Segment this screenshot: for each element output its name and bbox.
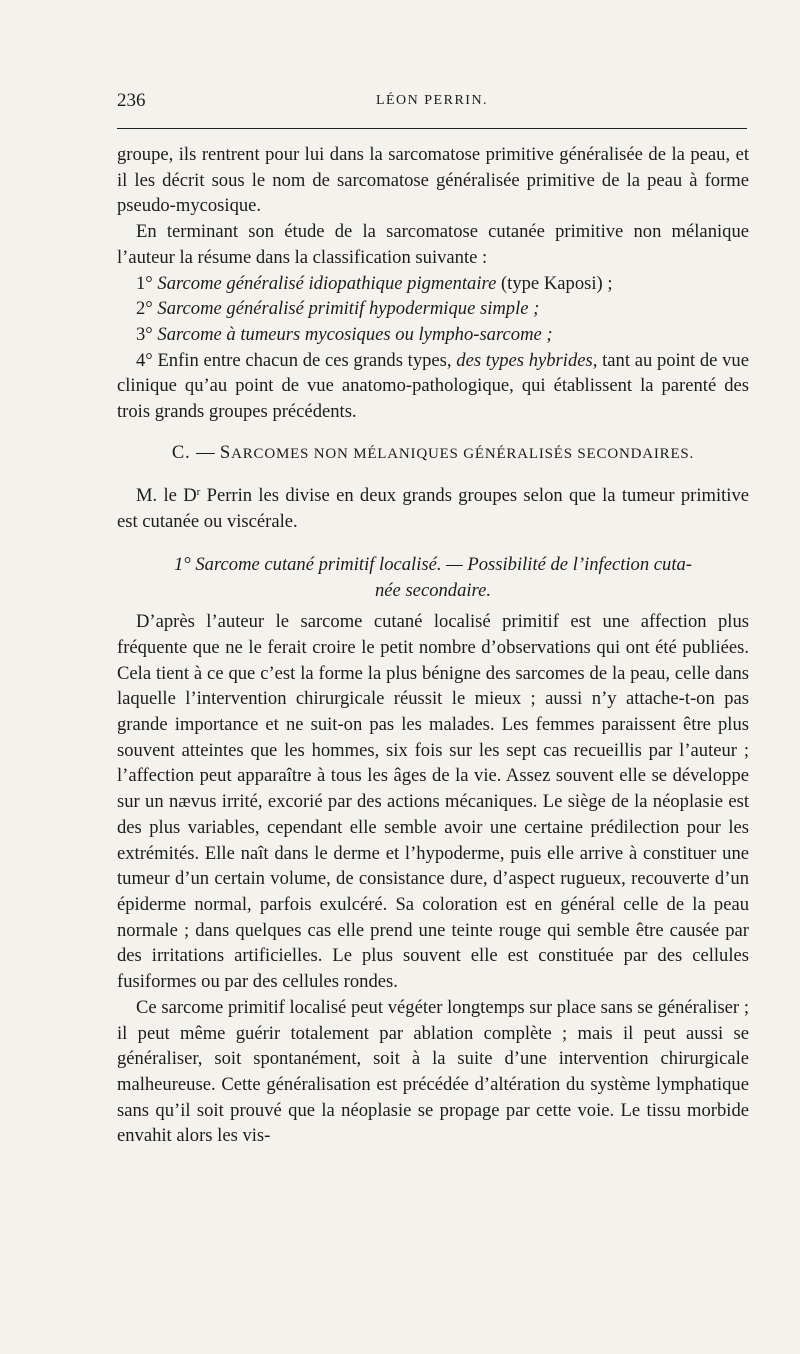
intro-prefix: M. le D: [136, 485, 197, 507]
paragraph-classification-intro: En terminant son étude de la sarcomatose cutanée primitive non mélanique l’auteur la résume dans la classification suivante :: [117, 221, 749, 268]
page-body: [117, 142, 749, 1149]
subheading-line-2: née secondaire.: [375, 579, 491, 601]
item-suffix: tant au point de vue clinique qu’au point de vue anatomo-pathologique, qui établissent la parenté des trois grands groupes précédents.: [117, 349, 749, 423]
running-head: LÉON PERRIN.: [375, 93, 489, 108]
item-title: Sarcome généralisé idiopathique pigmentaire: [157, 272, 497, 294]
page-number: 236: [117, 90, 146, 111]
item-number: 1°: [136, 272, 153, 294]
item-suffix: (type Kaposi) ;: [500, 272, 613, 294]
page-header: [117, 90, 747, 118]
item-title: Sarcome généralisé primitif hypodermique simple ;: [157, 298, 540, 320]
intro-text: Perrin les divise en deux grands groupes selon que la tumeur primitive est cutanée ou viscérale.: [117, 485, 750, 533]
item-number: 4°: [136, 349, 153, 371]
section-letter: C. —: [171, 441, 216, 463]
intro-superscript: r: [196, 486, 201, 499]
section-heading-c: [117, 440, 749, 468]
section-title-rest: ARCOMES NON MÉLANIQUES GÉNÉRALISÉS SECONDAIRES.: [231, 445, 695, 462]
subheading-sarcome-cutane: [117, 552, 749, 603]
paragraph-apres-auteur: D’après l’auteur le sarcome cutané localisé primitif est une affection plus fréquente que ne le ferait croire le petit nombre d’observations qui ont été publiées. Cela tient à ce que c’est la forme la plus bénigne des sarcomes de la peau, celle dans laquelle l’intervention chirurgicale réussit le mieux ; aussi n’y attache-t-on pas grande importance et ne suit-on pas les malades. Les femmes paraissent être plus souvent atteintes que les hommes, six fois sur les sept cas recueillis par l’auteur ; l’affection peut apparaître à tous les âges de la vie. Assez souvent elle se développe sur un nævus irrité, excorié par des actions mécaniques. Le siège de la néoplasie est des plus variables, cependant elle semble avoir une certaine prédilection pour les extrémités. Elle naît dans le derme et l’hypoderme, puis elle arrive à constituer une tumeur d’un certain volume, de consistance dure, d’aspect rugueux, recouverte d’un épiderme normal, parfois exulcéré. Sa coloration est en général celle de la peau normale ; dans quelques cas elle prend une teinte rouge qui semble être causée par des irritations artificielles. Le plus souvent elle est constituée par des cellules fusiformes ou par des cellules rondes.: [117, 611, 749, 993]
item-number: 2°: [136, 298, 153, 320]
paragraph-groupe: groupe, ils rentrent pour lui dans la sarcomatose primitive généralisée de la peau, et il les décrit sous le nom de sarcomatose généralisée primitive de la peau à forme pseudo-mycosique.: [117, 144, 749, 217]
classification-item-3: [117, 322, 749, 348]
item-title: Sarcome à tumeurs mycosiques ou lympho-sarcome ;: [157, 323, 553, 345]
paragraph-sarcome-localise: Ce sarcome primitif localisé peut végéter longtemps sur place sans se généraliser ; il peut même guérir totalement par ablation complète ; mais il peut aussi se généraliser, soit spontanément, soit à la suite d’une intervention chirurgicale malheureuse. Cette généralisation est précédée d’altération du système lymphatique sans qu’il soit prouvé que la néoplasie se propage par cette voie. Le tissu morbide envahit alors les vis-: [117, 996, 749, 1147]
classification-item-1: [117, 271, 749, 297]
item-emphasis: des types hybrides,: [456, 349, 598, 371]
item-number: 3°: [136, 323, 153, 345]
header-rule: [117, 128, 747, 129]
item-prefix: Enfin entre chacun de ces grands types,: [157, 349, 452, 371]
classification-item-4: [117, 348, 749, 425]
subheading-line-1: 1° Sarcome cutané primitif localisé. — Possibilité de l’infection cuta-: [174, 553, 692, 575]
section-cap-initial: S: [219, 441, 232, 463]
paragraph-perrin-divise: [117, 480, 749, 534]
classification-item-2: [117, 296, 749, 322]
